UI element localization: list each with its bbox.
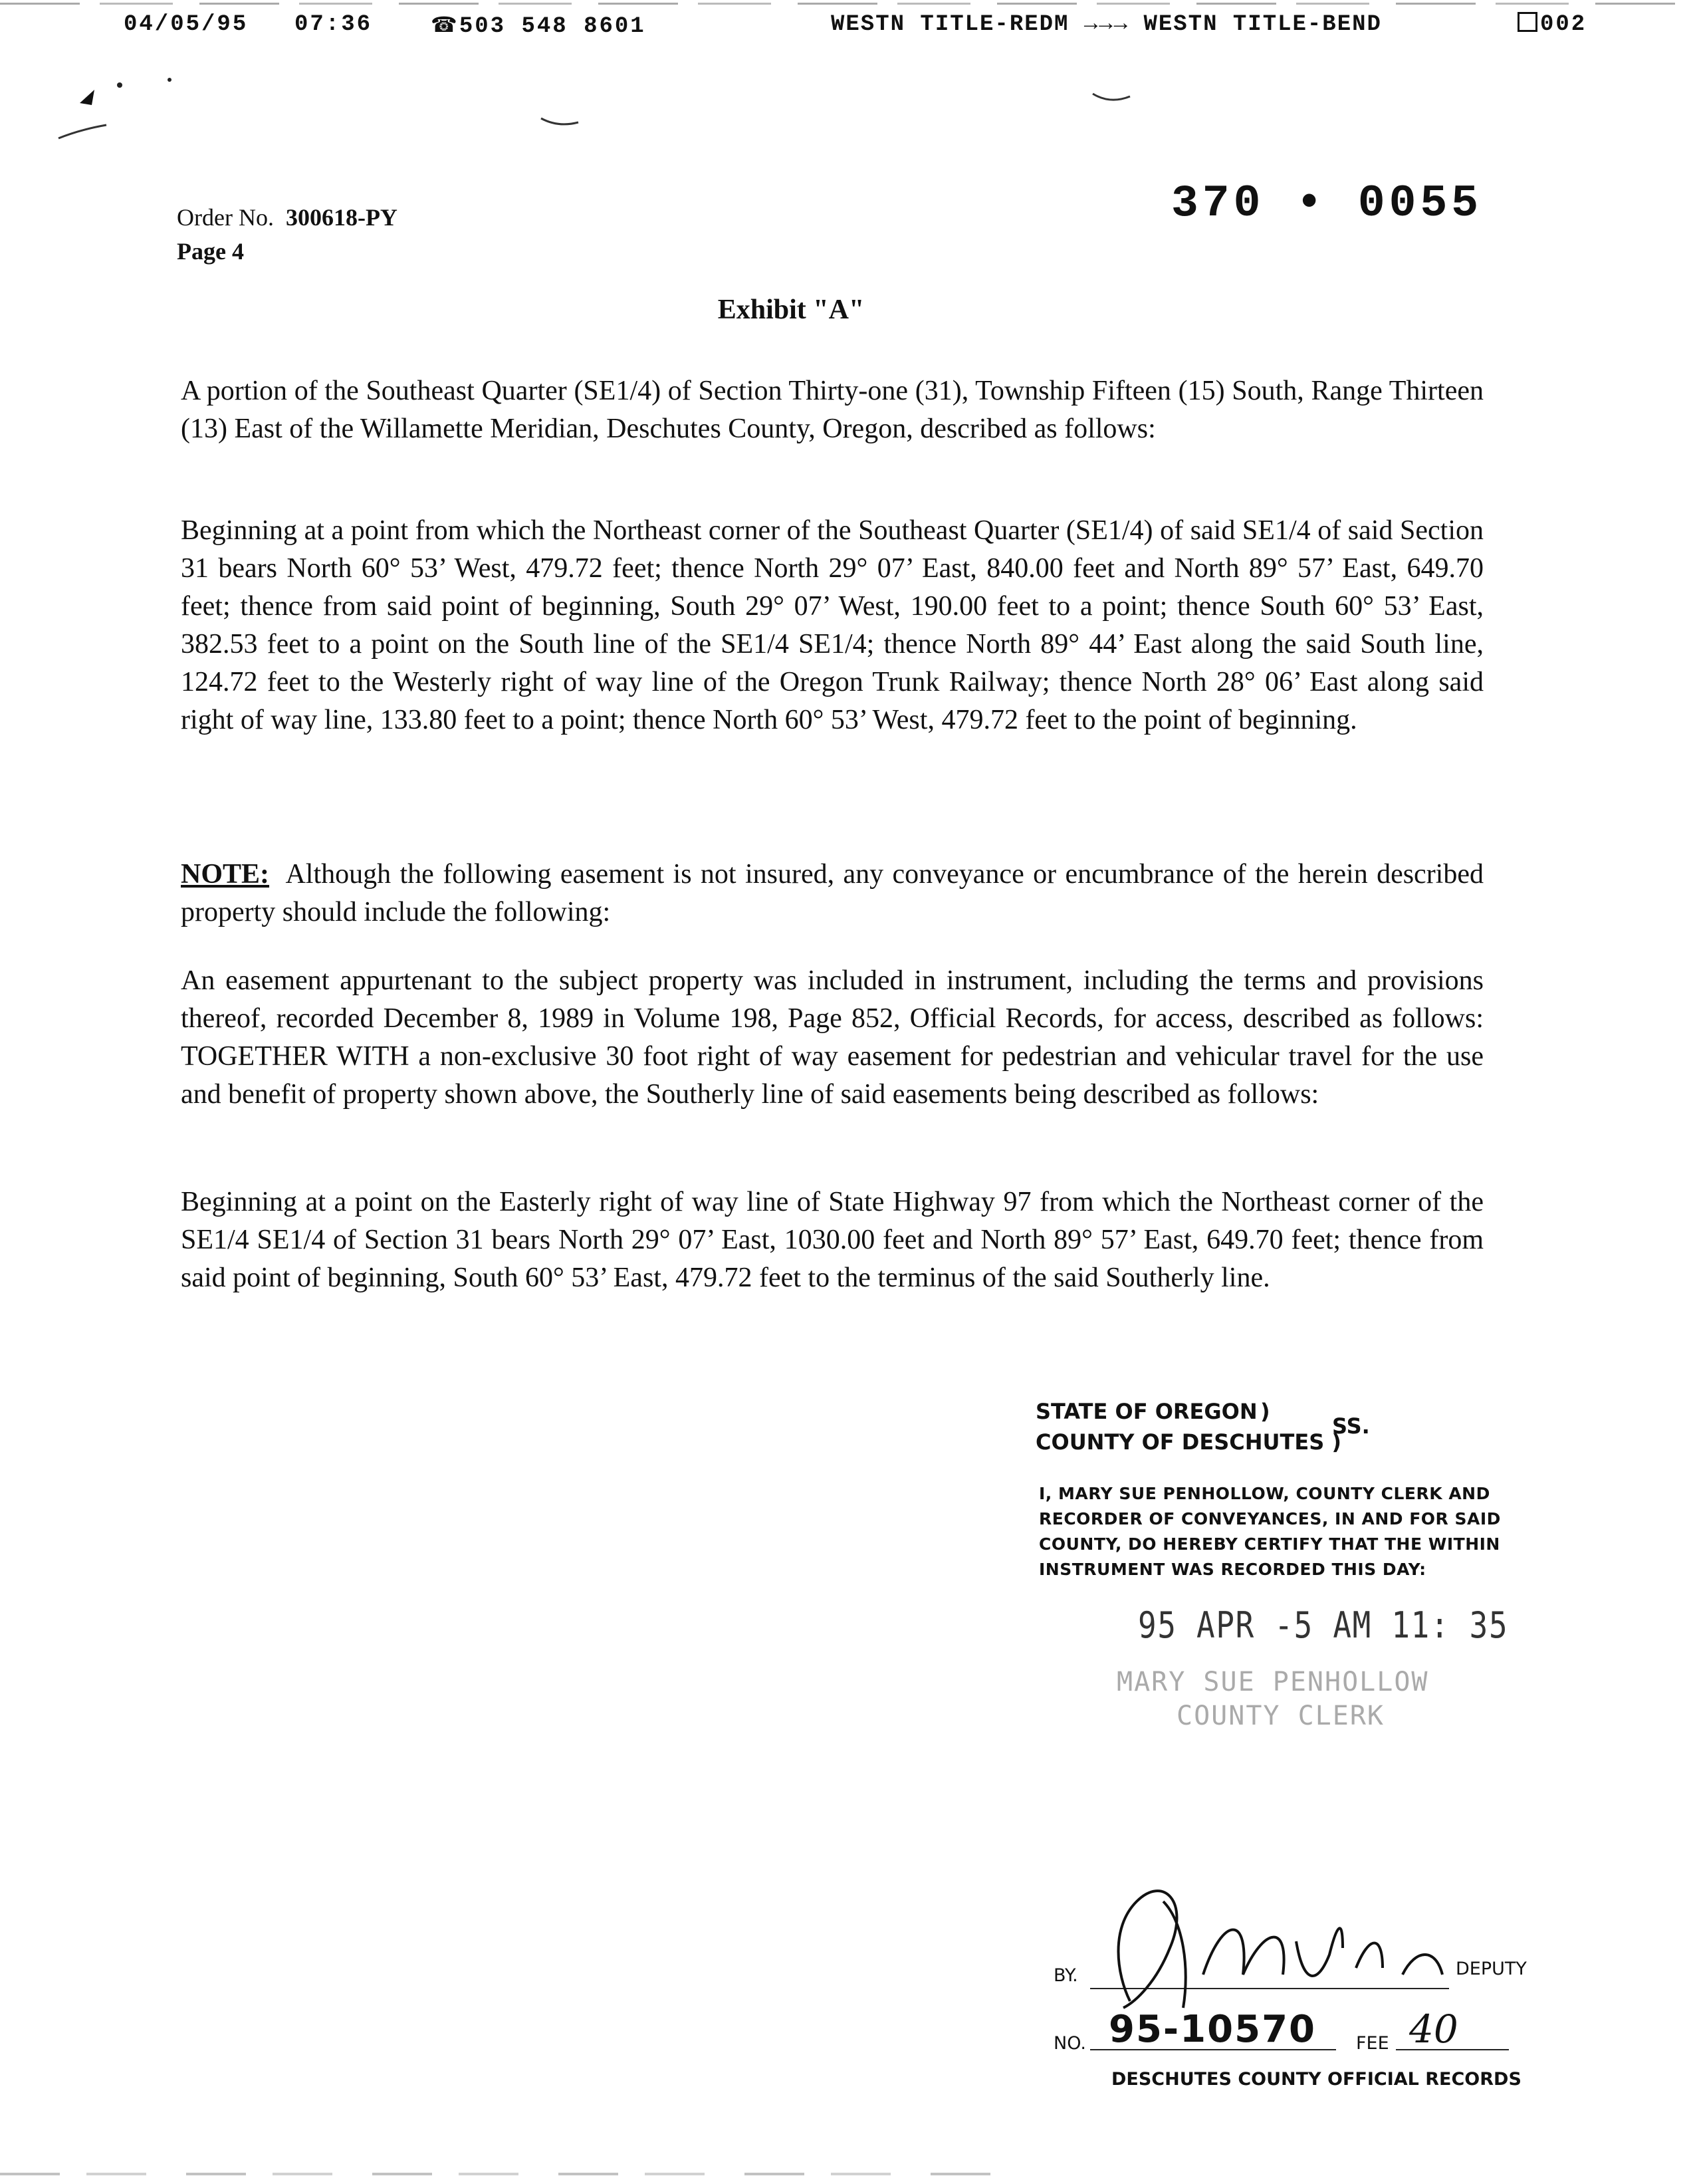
page-number: Page 4 bbox=[177, 238, 244, 265]
fax-time: 07:36 bbox=[294, 12, 373, 37]
document-number: 370 • 0055 bbox=[1171, 178, 1483, 229]
fax-bottom-rule bbox=[0, 2173, 997, 2175]
intro-paragraph: A portion of the Southeast Quarter (SE1/4) of Section Thirty-one (31), Township Fifteen (15) South, Range Thirteen (13) East of the Willamette Meridian, Deschutes County, Oregon, described as follows: bbox=[181, 376, 1484, 444]
legal-description-paragraph: Beginning at a point from which the Northeast corner of the Southeast Quarter (SE1/4) of said SE1/4 of said Section 31 bears North 60° 53’ West, 479.72 feet; thence North 29° 07’ East, 840.00 feet and North 89° 57’ East, 649.70 feet; thence from said point of beginning, South 29° 07’ West, 190.00 feet to a point; thence South 60° 53’ East, 382.53 feet to a point on the South line of the SE1/4 SE1/4; thence North 89° 44’ East along the said South line, 124.72 feet to the Westerly right of way line of the Oregon Trunk Railway; thence North 28° 06’ East along said right of way line, 133.80 feet to a point; thence North 60° 53’ West, 479.72 feet to the point of beginning. bbox=[181, 515, 1484, 735]
easement-paragraph: An easement appurtenant to the subject property was included in instrument, including the terms and provisions thereof, recorded December 8, 1989 in Volume 198, Page 852, Official Records, for access, described as follows: TOGETHER WITH a non-exclusive 30 foot right of way easement for pedestrian and vehicular travel for the use and benefit of property shown above, the Southerly line of said easements being described as follows: bbox=[181, 965, 1484, 1110]
deputy-label: DEPUTY bbox=[1456, 1959, 1527, 1979]
clerk-name-stamp: MARY SUE PENHOLLOW bbox=[1117, 1667, 1429, 1697]
official-records-footer: DESCHUTES COUNTY OFFICIAL RECORDS bbox=[1111, 2069, 1522, 2090]
deputy-signature bbox=[1090, 1875, 1449, 2021]
certification-line: I, MARY SUE PENHOLLOW, COUNTY CLERK AND bbox=[1039, 1484, 1490, 1503]
fee-label: FEE bbox=[1356, 2033, 1389, 2054]
stamp-county: COUNTY OF DESCHUTES ) bbox=[1036, 1429, 1342, 1455]
scan-mark bbox=[1090, 90, 1137, 110]
scan-speck-marks bbox=[53, 66, 186, 160]
clerk-title-stamp: COUNTY CLERK bbox=[1177, 1701, 1385, 1731]
certification-line: RECORDER OF CONVEYANCES, IN AND FOR SAID bbox=[1039, 1509, 1501, 1528]
stamp-certification bbox=[1039, 1481, 1501, 1582]
no-label: NO. bbox=[1054, 2033, 1086, 2054]
fax-phone-number: 503 548 8601 bbox=[459, 14, 646, 39]
easement-line-paragraph: Beginning at a point on the Easterly right of way line of State Highway 97 from which the Northeast corner of the SE1/4 SE1/4 of Section 31 bears North 29° 07’ East, 1030.00 feet and North 89° 57’ East, 649.70 feet; thence from said point of beginning, South 60° 53’ East, 479.72 feet to the terminus of the said Southerly line. bbox=[181, 1187, 1484, 1293]
order-number bbox=[177, 203, 397, 231]
fax-phone bbox=[431, 12, 646, 39]
order-label: Order No. bbox=[177, 204, 274, 231]
stamp-bracket: ) bbox=[1260, 1399, 1270, 1424]
fax-page-number: 002 bbox=[1540, 12, 1587, 37]
stamp-ss: SS. bbox=[1332, 1413, 1370, 1439]
telephone-icon: ☎ bbox=[431, 12, 459, 37]
by-label: BY. bbox=[1054, 1965, 1078, 1986]
note-label: NOTE: bbox=[181, 859, 270, 890]
fax-top-rule bbox=[0, 3, 1691, 5]
stamp-county-text: COUNTY OF DESCHUTES bbox=[1036, 1429, 1325, 1455]
exhibit-title: Exhibit "A" bbox=[717, 295, 865, 325]
note-paragraph bbox=[181, 856, 1484, 931]
record-number: 95-10570 bbox=[1109, 2008, 1316, 2051]
recorded-date-stamp: 95 APR -5 AM 11: 35 bbox=[1138, 1604, 1509, 1646]
fax-page bbox=[1518, 12, 1587, 37]
stamp-state: STATE OF OREGON bbox=[1036, 1399, 1258, 1424]
note-text: Although the following easement is not insured, any conveyance or encumbrance of the herein described property should include the following: bbox=[181, 859, 1484, 927]
fax-route: WESTN TITLE-REDM →→→ WESTN TITLE-BEND bbox=[831, 12, 1382, 37]
certification-line: COUNTY, DO HEREBY CERTIFY THAT THE WITHIN bbox=[1039, 1534, 1500, 1554]
certification-line: INSTRUMENT WAS RECORDED THIS DAY: bbox=[1039, 1560, 1426, 1579]
scan-mark bbox=[538, 113, 585, 133]
fee-value: 40 bbox=[1409, 2006, 1458, 2052]
order-number-value: 300618-PY bbox=[285, 204, 397, 231]
fax-date: 04/05/95 bbox=[124, 12, 249, 37]
fax-page-icon bbox=[1518, 12, 1537, 32]
